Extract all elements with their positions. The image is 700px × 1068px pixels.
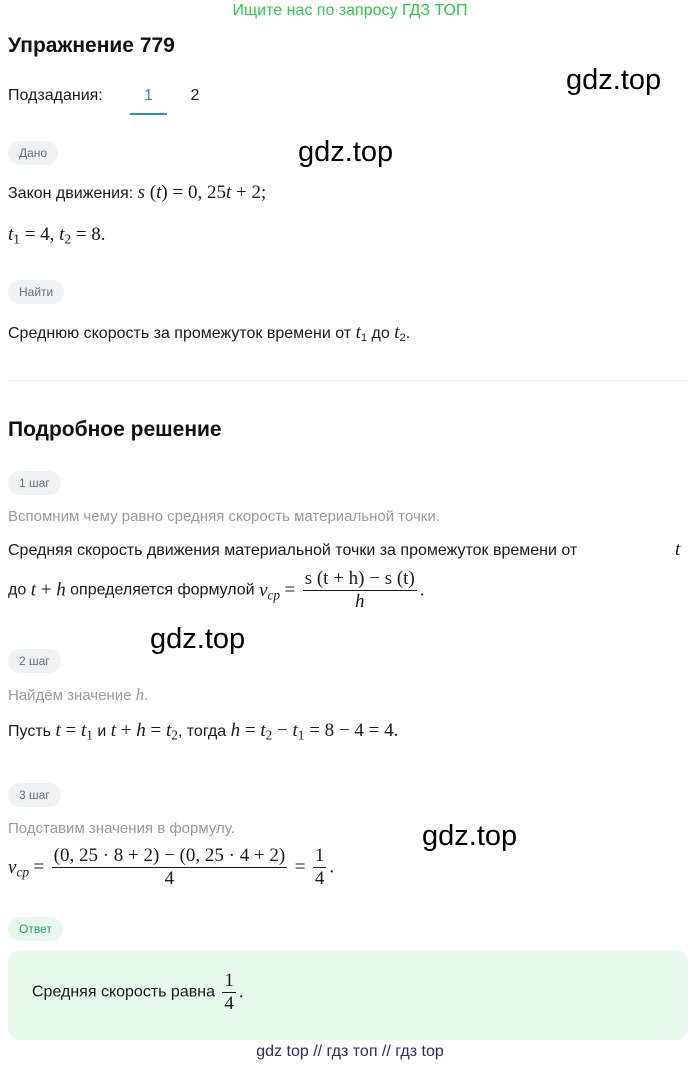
step-3-hint: Подставим значения в формулу.: [8, 820, 235, 837]
step-1-hint: Вспомним чему равно средняя скорость материальной точки.: [8, 508, 440, 525]
tab-subtask-2[interactable]: 2: [190, 87, 200, 104]
motion-law: [8, 182, 266, 204]
given-times: $t_1 = 4$, $t_2 = 8$.: [8, 224, 106, 247]
step-2-hint: Найдём значение h.: [8, 685, 149, 704]
step-2-text: Пусть $t = t_1$ и $t + h = t_2$, тогда $h = t_2 - t_1 = 8 - 4 = 4$.: [8, 720, 399, 743]
subtasks-label: Подзадания:: [8, 87, 103, 104]
watermark: gdz.top: [422, 820, 518, 852]
watermark: gdz.top: [298, 136, 394, 168]
step-3-denominator: 4: [52, 867, 288, 890]
footer-links[interactable]: gdz top // гдз топ // гдз top: [256, 1043, 444, 1060]
promo-banner: Ищите нас по запросу ГДЗ ТОП: [232, 2, 468, 19]
step-1-var-t: t: [675, 539, 681, 560]
watermark: gdz.top: [566, 64, 662, 96]
solution-title: Подробное решение: [8, 418, 222, 441]
answer-text: Средняя скорость равна $\frac{1}{4}$ .: [32, 970, 244, 1014]
step-3-chip: 3 шаг: [8, 783, 61, 807]
step-3-numerator: (0, 25 · 8 + 2) − (0, 25 · 4 + 2): [53, 845, 286, 866]
speed-formula-fraction: [303, 568, 417, 613]
tab-subtask-1[interactable]: 1: [144, 87, 153, 104]
step-2-chip: 2 шаг: [8, 649, 61, 673]
find-chip: Найти: [8, 280, 64, 304]
given-chip: Дано: [8, 141, 58, 165]
speed-formula-denominator: h: [303, 590, 417, 613]
step-3-formula: $v_{cp}$ = $\frac{(0, 25 \cdot 8 + 2) - (0, 25 \cdot 4 + 2)}{4}$ = $\frac{1}{4}$ .: [8, 845, 335, 889]
motion-law-formula: s (t) = 0, 25t + 2;: [137, 182, 267, 203]
page-title: Упражнение 779: [8, 34, 175, 57]
step-3-fraction: [52, 845, 288, 890]
find-text: Среднюю скорость за промежуток времени от $t_1$ до $t_2$.: [8, 322, 411, 344]
answer-fraction: $\frac{1}{4}$: [224, 970, 234, 1014]
step-1-line-1: Средняя скорость движения материальной точки за промежуток времени от: [8, 542, 578, 559]
step-1-chip: 1 шаг: [8, 471, 61, 495]
answer-chip: Ответ: [8, 917, 63, 941]
step-1-line-2: до t + h определяется формулой $v_{cp}$ = $\frac{s (t + h) - s (t)}{h}$ .: [8, 568, 425, 612]
motion-law-label: Закон движения:: [8, 185, 134, 202]
watermark: gdz.top: [150, 623, 246, 655]
divider: [8, 380, 688, 381]
speed-formula-numerator: s (t + h) − s (t): [304, 568, 415, 589]
step-3-result: $\frac{1}{4}$: [314, 845, 325, 889]
active-tab-indicator: [130, 113, 167, 115]
